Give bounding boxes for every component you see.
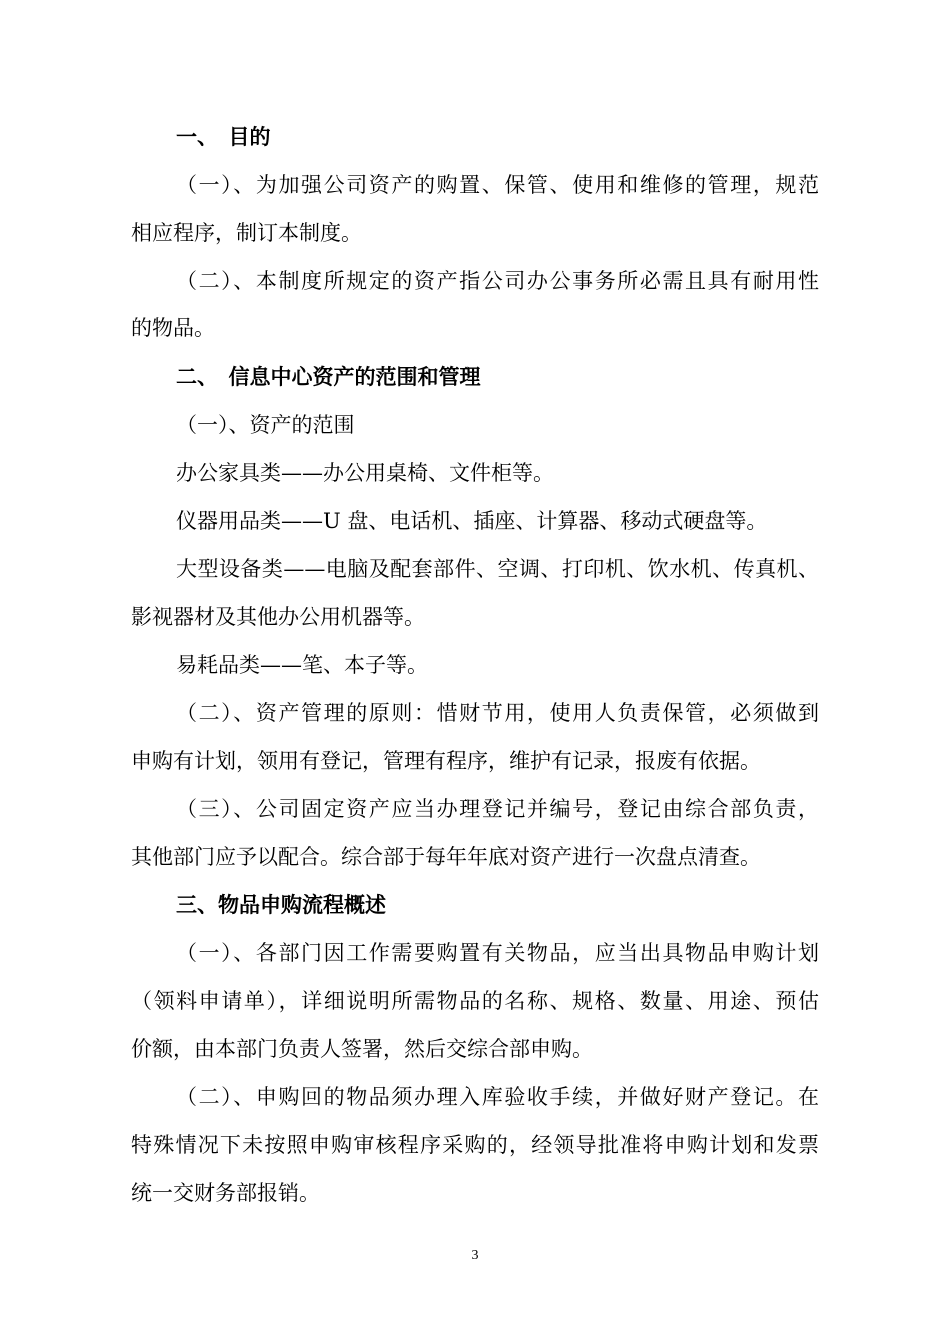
section-2-item-equipment-line-2: 影视器材及其他办公用机器等。 bbox=[131, 605, 425, 629]
section-2-item-equipment-line-1: 大型设备类——电脑及配套部件、空调、打印机、饮水机、传真机、 bbox=[176, 557, 819, 581]
section-1-para-2-line-1: （二）、本制度所规定的资产指公司办公事务所必需且具有耐用性 bbox=[176, 269, 819, 293]
section-2-item-instruments: 仪器用品类——U 盘、电话机、插座、计算器、移动式硬盘等。 bbox=[176, 509, 768, 533]
section-3-para-1-line-3: 价额，由本部门负责人签署，然后交综合部申购。 bbox=[131, 1037, 593, 1061]
section-3-para-1-line-1: （一）、各部门因工作需要购置有关物品，应当出具物品申购计划 bbox=[176, 941, 819, 965]
section-2-heading: 二、 信息中心资产的范围和管理 bbox=[176, 365, 481, 389]
section-3-para-2-line-3: 统一交财务部报销。 bbox=[131, 1181, 320, 1205]
section-2-item-furniture: 办公家具类——办公用桌椅、文件柜等。 bbox=[176, 461, 554, 485]
section-2-para-3-line-1: （三）、公司固定资产应当办理登记并编号，登记由综合部负责， bbox=[176, 797, 819, 821]
section-3-para-1-line-2: （领料申请单），详细说明所需物品的名称、规格、数量、用途、预估 bbox=[131, 989, 819, 1013]
section-2-item-consumables: 易耗品类——笔、本子等。 bbox=[176, 653, 428, 677]
section-1-para-2-line-2: 的物品。 bbox=[131, 316, 215, 340]
page-number: 3 bbox=[471, 1248, 479, 1263]
section-1-para-1-line-2: 相应程序，制订本制度。 bbox=[131, 221, 362, 245]
section-3-heading: 三、物品申购流程概述 bbox=[176, 893, 386, 917]
section-3-para-2-line-2: 特殊情况下未按照申购审核程序采购的，经领导批准将申购计划和发票 bbox=[131, 1133, 819, 1157]
section-1-heading: 一、 目的 bbox=[176, 125, 271, 149]
section-1-para-1-line-1: （一）、为加强公司资产的购置、保管、使用和维修的管理，规范 bbox=[176, 173, 819, 197]
section-2-para-3-line-2: 其他部门应予以配合。综合部于每年年底对资产进行一次盘点清查。 bbox=[131, 845, 761, 869]
section-2-sub-1: （一）、资产的范围 bbox=[176, 413, 355, 437]
section-2-para-2-line-1: （二）、资产管理的原则：惜财节用，使用人负责保管，必须做到 bbox=[176, 701, 819, 725]
section-2-para-2-line-2: 申购有计划，领用有登记，管理有程序，维护有记录，报废有依据。 bbox=[131, 749, 761, 773]
section-3-para-2-line-1: （二）、申购回的物品须办理入库验收手续，并做好财产登记。在 bbox=[176, 1085, 819, 1109]
